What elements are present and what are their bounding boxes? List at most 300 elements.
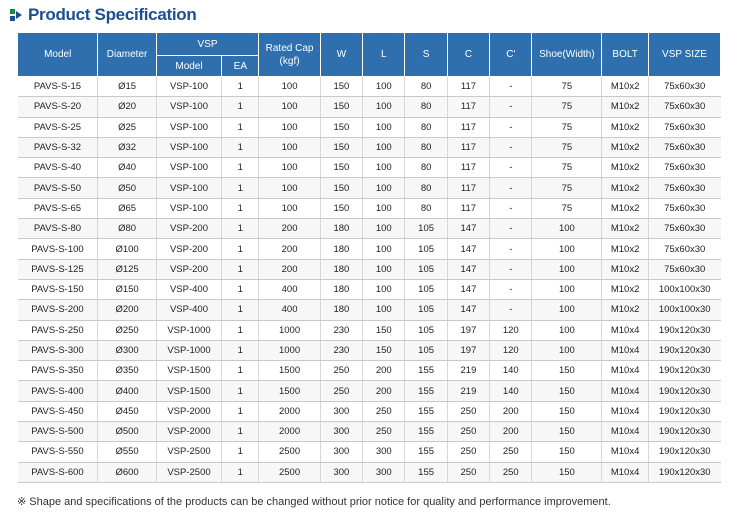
cell-vsp-size: 100x100x30: [648, 279, 720, 299]
cell-vsp-model: VSP-2000: [156, 422, 222, 442]
cell-c: 117: [447, 158, 489, 178]
cell-shoe-width: 75: [532, 178, 602, 198]
header-l: L: [363, 33, 405, 77]
cell-shoe-width: 100: [532, 279, 602, 299]
cell-s: 80: [405, 77, 447, 97]
header-model: Model: [18, 33, 98, 77]
cell-vsp-size: 75x60x30: [648, 239, 720, 259]
cell-c-prime: -: [490, 178, 532, 198]
table-row: [18, 178, 721, 198]
cell-shoe-width: 100: [532, 239, 602, 259]
cell-vsp-model: VSP-200: [156, 259, 222, 279]
cell-s: 155: [405, 361, 447, 381]
cell-rated-cap: 400: [259, 300, 320, 320]
cell-shoe-width: 150: [532, 401, 602, 421]
cell-vsp-model: VSP-2500: [156, 462, 222, 482]
cell-c-prime: 250: [490, 462, 532, 482]
table-body: [18, 77, 721, 483]
cell-c: 250: [447, 462, 489, 482]
cell-bolt: M10x2: [602, 97, 649, 117]
cell-c: 147: [447, 219, 489, 239]
cell-w: 250: [320, 361, 362, 381]
spec-table: [17, 32, 721, 483]
cell-diameter: Ø20: [98, 97, 156, 117]
cell-s: 155: [405, 442, 447, 462]
cell-shoe-width: 100: [532, 219, 602, 239]
cell-ea: 1: [222, 442, 259, 462]
cell-l: 150: [363, 340, 405, 360]
cell-diameter: Ø250: [98, 320, 156, 340]
cell-bolt: M10x4: [602, 361, 649, 381]
cell-model: PAVS-S-500: [18, 422, 98, 442]
cell-c-prime: -: [490, 239, 532, 259]
table-row: [18, 97, 721, 117]
cell-c: 147: [447, 300, 489, 320]
cell-l: 100: [363, 158, 405, 178]
header-shoe-width: Shoe(Width): [532, 33, 602, 77]
cell-l: 100: [363, 137, 405, 157]
cell-rated-cap: 2000: [259, 422, 320, 442]
cell-c: 117: [447, 117, 489, 137]
cell-l: 100: [363, 77, 405, 97]
cell-s: 105: [405, 340, 447, 360]
cell-shoe-width: 75: [532, 198, 602, 218]
cell-vsp-size: 190x120x30: [648, 422, 720, 442]
cell-l: 200: [363, 361, 405, 381]
cell-bolt: M10x4: [602, 381, 649, 401]
cell-s: 80: [405, 137, 447, 157]
header-ea: EA: [222, 56, 259, 77]
cell-l: 200: [363, 381, 405, 401]
cell-ea: 1: [222, 178, 259, 198]
cell-vsp-size: 190x120x30: [648, 462, 720, 482]
cell-rated-cap: 200: [259, 259, 320, 279]
cell-c: 117: [447, 97, 489, 117]
cell-vsp-model: VSP-1500: [156, 361, 222, 381]
cell-w: 230: [320, 320, 362, 340]
cell-l: 300: [363, 462, 405, 482]
header-c: C: [447, 33, 489, 77]
cell-diameter: Ø50: [98, 178, 156, 198]
cell-bolt: M10x4: [602, 442, 649, 462]
cell-vsp-model: VSP-200: [156, 219, 222, 239]
cell-shoe-width: 100: [532, 340, 602, 360]
cell-diameter: Ø300: [98, 340, 156, 360]
cell-c: 197: [447, 320, 489, 340]
cell-w: 300: [320, 442, 362, 462]
cell-c-prime: -: [490, 259, 532, 279]
cell-bolt: M10x2: [602, 178, 649, 198]
cell-rated-cap: 100: [259, 137, 320, 157]
cell-shoe-width: 150: [532, 422, 602, 442]
cell-c: 117: [447, 178, 489, 198]
cell-w: 150: [320, 117, 362, 137]
table-row: [18, 300, 721, 320]
cell-l: 100: [363, 219, 405, 239]
header-bolt: BOLT: [602, 33, 649, 77]
cell-vsp-size: 75x60x30: [648, 219, 720, 239]
cell-model: PAVS-S-300: [18, 340, 98, 360]
cell-vsp-model: VSP-100: [156, 137, 222, 157]
cell-vsp-size: 75x60x30: [648, 97, 720, 117]
cell-c-prime: 140: [490, 361, 532, 381]
cell-diameter: Ø350: [98, 361, 156, 381]
cell-diameter: Ø40: [98, 158, 156, 178]
cell-s: 105: [405, 320, 447, 340]
cell-shoe-width: 75: [532, 77, 602, 97]
cell-shoe-width: 100: [532, 300, 602, 320]
cell-ea: 1: [222, 219, 259, 239]
cell-c-prime: 250: [490, 442, 532, 462]
cell-rated-cap: 100: [259, 97, 320, 117]
table-row: [18, 219, 721, 239]
cell-l: 100: [363, 117, 405, 137]
cell-rated-cap: 1500: [259, 381, 320, 401]
bullet-arrow-icon: [10, 8, 24, 22]
cell-c-prime: -: [490, 97, 532, 117]
cell-model: PAVS-S-450: [18, 401, 98, 421]
cell-s: 80: [405, 97, 447, 117]
cell-vsp-model: VSP-100: [156, 178, 222, 198]
cell-vsp-size: 190x120x30: [648, 320, 720, 340]
cell-rated-cap: 1000: [259, 340, 320, 360]
table-row: [18, 381, 721, 401]
cell-model: PAVS-S-20: [18, 97, 98, 117]
cell-diameter: Ø100: [98, 239, 156, 259]
cell-vsp-model: VSP-1000: [156, 320, 222, 340]
cell-l: 100: [363, 178, 405, 198]
cell-model: PAVS-S-550: [18, 442, 98, 462]
cell-s: 155: [405, 422, 447, 442]
cell-bolt: M10x2: [602, 198, 649, 218]
cell-model: PAVS-S-250: [18, 320, 98, 340]
cell-diameter: Ø15: [98, 77, 156, 97]
cell-bolt: M10x4: [602, 340, 649, 360]
cell-vsp-model: VSP-1500: [156, 381, 222, 401]
cell-w: 300: [320, 422, 362, 442]
table-header: [18, 33, 721, 77]
cell-ea: 1: [222, 340, 259, 360]
cell-ea: 1: [222, 300, 259, 320]
cell-bolt: M10x2: [602, 219, 649, 239]
cell-c-prime: -: [490, 117, 532, 137]
cell-vsp-model: VSP-200: [156, 239, 222, 259]
cell-vsp-size: 75x60x30: [648, 77, 720, 97]
footnote: ※ Shape and specifications of the products can be changed without prior notice for quality and performance improvement.: [17, 496, 611, 508]
table-row: [18, 259, 721, 279]
header-s: S: [405, 33, 447, 77]
cell-c-prime: -: [490, 279, 532, 299]
cell-l: 100: [363, 198, 405, 218]
header-vsp-model: Model: [156, 56, 222, 77]
cell-c-prime: -: [490, 219, 532, 239]
cell-s: 105: [405, 219, 447, 239]
cell-vsp-model: VSP-1000: [156, 340, 222, 360]
cell-vsp-model: VSP-100: [156, 77, 222, 97]
table-row: [18, 442, 721, 462]
table-row: [18, 340, 721, 360]
cell-bolt: M10x2: [602, 77, 649, 97]
cell-bolt: M10x4: [602, 422, 649, 442]
cell-diameter: Ø150: [98, 279, 156, 299]
cell-model: PAVS-S-125: [18, 259, 98, 279]
cell-s: 80: [405, 178, 447, 198]
cell-shoe-width: 150: [532, 462, 602, 482]
cell-diameter: Ø65: [98, 198, 156, 218]
cell-vsp-size: 190x120x30: [648, 442, 720, 462]
cell-c: 250: [447, 401, 489, 421]
cell-c-prime: -: [490, 300, 532, 320]
cell-diameter: Ø400: [98, 381, 156, 401]
cell-c-prime: 200: [490, 401, 532, 421]
cell-ea: 1: [222, 320, 259, 340]
cell-w: 150: [320, 178, 362, 198]
cell-c: 197: [447, 340, 489, 360]
cell-shoe-width: 150: [532, 381, 602, 401]
cell-w: 150: [320, 198, 362, 218]
cell-model: PAVS-S-600: [18, 462, 98, 482]
cell-shoe-width: 75: [532, 137, 602, 157]
cell-s: 105: [405, 279, 447, 299]
cell-vsp-size: 190x120x30: [648, 401, 720, 421]
cell-ea: 1: [222, 381, 259, 401]
cell-w: 150: [320, 137, 362, 157]
table-row: [18, 462, 721, 482]
cell-s: 80: [405, 158, 447, 178]
table-row: [18, 158, 721, 178]
cell-ea: 1: [222, 361, 259, 381]
cell-s: 155: [405, 401, 447, 421]
cell-diameter: Ø500: [98, 422, 156, 442]
cell-l: 100: [363, 259, 405, 279]
cell-vsp-size: 75x60x30: [648, 137, 720, 157]
cell-c: 117: [447, 77, 489, 97]
cell-c: 219: [447, 361, 489, 381]
cell-vsp-model: VSP-100: [156, 117, 222, 137]
cell-c-prime: 120: [490, 340, 532, 360]
cell-model: PAVS-S-400: [18, 381, 98, 401]
cell-shoe-width: 150: [532, 442, 602, 462]
cell-model: PAVS-S-350: [18, 361, 98, 381]
cell-w: 180: [320, 259, 362, 279]
cell-w: 300: [320, 401, 362, 421]
cell-model: PAVS-S-40: [18, 158, 98, 178]
cell-vsp-size: 190x120x30: [648, 361, 720, 381]
cell-c-prime: -: [490, 198, 532, 218]
cell-bolt: M10x2: [602, 137, 649, 157]
cell-l: 100: [363, 279, 405, 299]
cell-rated-cap: 100: [259, 77, 320, 97]
cell-diameter: Ø450: [98, 401, 156, 421]
cell-ea: 1: [222, 117, 259, 137]
cell-model: PAVS-S-80: [18, 219, 98, 239]
cell-s: 105: [405, 300, 447, 320]
cell-bolt: M10x2: [602, 117, 649, 137]
cell-ea: 1: [222, 77, 259, 97]
cell-shoe-width: 75: [532, 158, 602, 178]
cell-model: PAVS-S-65: [18, 198, 98, 218]
cell-diameter: Ø600: [98, 462, 156, 482]
cell-vsp-model: VSP-100: [156, 97, 222, 117]
cell-w: 300: [320, 462, 362, 482]
header-vsp: VSP: [156, 33, 259, 56]
table-row: [18, 279, 721, 299]
cell-vsp-model: VSP-100: [156, 158, 222, 178]
header-vsp-size: VSP SIZE: [648, 33, 720, 77]
cell-s: 80: [405, 117, 447, 137]
cell-bolt: M10x2: [602, 158, 649, 178]
cell-bolt: M10x2: [602, 300, 649, 320]
cell-l: 250: [363, 401, 405, 421]
cell-diameter: Ø125: [98, 259, 156, 279]
cell-rated-cap: 1500: [259, 361, 320, 381]
cell-rated-cap: 100: [259, 198, 320, 218]
cell-ea: 1: [222, 137, 259, 157]
cell-c-prime: 120: [490, 320, 532, 340]
cell-s: 105: [405, 259, 447, 279]
cell-s: 105: [405, 239, 447, 259]
cell-diameter: Ø80: [98, 219, 156, 239]
cell-w: 150: [320, 158, 362, 178]
cell-shoe-width: 75: [532, 117, 602, 137]
cell-c: 219: [447, 381, 489, 401]
cell-model: PAVS-S-150: [18, 279, 98, 299]
cell-diameter: Ø550: [98, 442, 156, 462]
cell-c: 250: [447, 422, 489, 442]
cell-vsp-size: 100x100x30: [648, 300, 720, 320]
cell-bolt: M10x4: [602, 401, 649, 421]
cell-l: 100: [363, 300, 405, 320]
table-row: [18, 320, 721, 340]
cell-c: 117: [447, 137, 489, 157]
table-row: [18, 198, 721, 218]
cell-vsp-model: VSP-2500: [156, 442, 222, 462]
cell-ea: 1: [222, 401, 259, 421]
cell-rated-cap: 2000: [259, 401, 320, 421]
cell-ea: 1: [222, 97, 259, 117]
header-w: W: [320, 33, 362, 77]
table-row: [18, 401, 721, 421]
cell-ea: 1: [222, 422, 259, 442]
cell-ea: 1: [222, 462, 259, 482]
cell-shoe-width: 150: [532, 361, 602, 381]
cell-vsp-model: VSP-2000: [156, 401, 222, 421]
cell-c: 147: [447, 279, 489, 299]
table-row: [18, 422, 721, 442]
header-diameter: Diameter: [98, 33, 156, 77]
cell-s: 80: [405, 198, 447, 218]
cell-vsp-size: 75x60x30: [648, 259, 720, 279]
cell-vsp-model: VSP-100: [156, 198, 222, 218]
table-row: [18, 239, 721, 259]
cell-shoe-width: 100: [532, 320, 602, 340]
cell-l: 150: [363, 320, 405, 340]
cell-rated-cap: 200: [259, 239, 320, 259]
cell-vsp-size: 75x60x30: [648, 117, 720, 137]
cell-rated-cap: 1000: [259, 320, 320, 340]
cell-c-prime: 140: [490, 381, 532, 401]
cell-diameter: Ø32: [98, 137, 156, 157]
cell-w: 250: [320, 381, 362, 401]
cell-vsp-model: VSP-400: [156, 300, 222, 320]
cell-diameter: Ø200: [98, 300, 156, 320]
cell-rated-cap: 2500: [259, 462, 320, 482]
cell-rated-cap: 400: [259, 279, 320, 299]
cell-model: PAVS-S-25: [18, 117, 98, 137]
cell-l: 250: [363, 422, 405, 442]
cell-l: 300: [363, 442, 405, 462]
section-title: [10, 4, 196, 26]
cell-rated-cap: 2500: [259, 442, 320, 462]
cell-w: 180: [320, 219, 362, 239]
cell-shoe-width: 75: [532, 97, 602, 117]
cell-c-prime: -: [490, 137, 532, 157]
cell-rated-cap: 200: [259, 219, 320, 239]
cell-l: 100: [363, 239, 405, 259]
cell-s: 155: [405, 381, 447, 401]
cell-ea: 1: [222, 198, 259, 218]
cell-diameter: Ø25: [98, 117, 156, 137]
table-row: [18, 117, 721, 137]
cell-bolt: M10x2: [602, 239, 649, 259]
cell-vsp-size: 190x120x30: [648, 340, 720, 360]
cell-rated-cap: 100: [259, 117, 320, 137]
cell-c: 147: [447, 239, 489, 259]
cell-s: 155: [405, 462, 447, 482]
cell-vsp-size: 75x60x30: [648, 158, 720, 178]
cell-model: PAVS-S-200: [18, 300, 98, 320]
cell-w: 150: [320, 77, 362, 97]
cell-w: 230: [320, 340, 362, 360]
cell-c-prime: 200: [490, 422, 532, 442]
cell-vsp-size: 75x60x30: [648, 198, 720, 218]
cell-w: 180: [320, 300, 362, 320]
cell-rated-cap: 100: [259, 158, 320, 178]
cell-bolt: M10x4: [602, 320, 649, 340]
cell-shoe-width: 100: [532, 259, 602, 279]
table-row: [18, 77, 721, 97]
cell-ea: 1: [222, 239, 259, 259]
table-row: [18, 361, 721, 381]
cell-w: 180: [320, 239, 362, 259]
cell-ea: 1: [222, 259, 259, 279]
cell-c-prime: -: [490, 158, 532, 178]
header-rated-cap: Rated Cap (kgf): [259, 33, 320, 77]
cell-model: PAVS-S-15: [18, 77, 98, 97]
cell-model: PAVS-S-50: [18, 178, 98, 198]
cell-w: 180: [320, 279, 362, 299]
cell-w: 150: [320, 97, 362, 117]
cell-model: PAVS-S-100: [18, 239, 98, 259]
cell-l: 100: [363, 97, 405, 117]
cell-ea: 1: [222, 279, 259, 299]
cell-c: 147: [447, 259, 489, 279]
cell-vsp-size: 75x60x30: [648, 178, 720, 198]
header-c-prime: C': [490, 33, 532, 77]
cell-model: PAVS-S-32: [18, 137, 98, 157]
cell-bolt: M10x2: [602, 279, 649, 299]
cell-rated-cap: 100: [259, 178, 320, 198]
cell-vsp-size: 190x120x30: [648, 381, 720, 401]
table-row: [18, 137, 721, 157]
cell-bolt: M10x4: [602, 462, 649, 482]
cell-vsp-model: VSP-400: [156, 279, 222, 299]
cell-ea: 1: [222, 158, 259, 178]
cell-c-prime: -: [490, 77, 532, 97]
page-title: Product Specification: [28, 5, 197, 24]
cell-c: 250: [447, 442, 489, 462]
cell-bolt: M10x2: [602, 259, 649, 279]
